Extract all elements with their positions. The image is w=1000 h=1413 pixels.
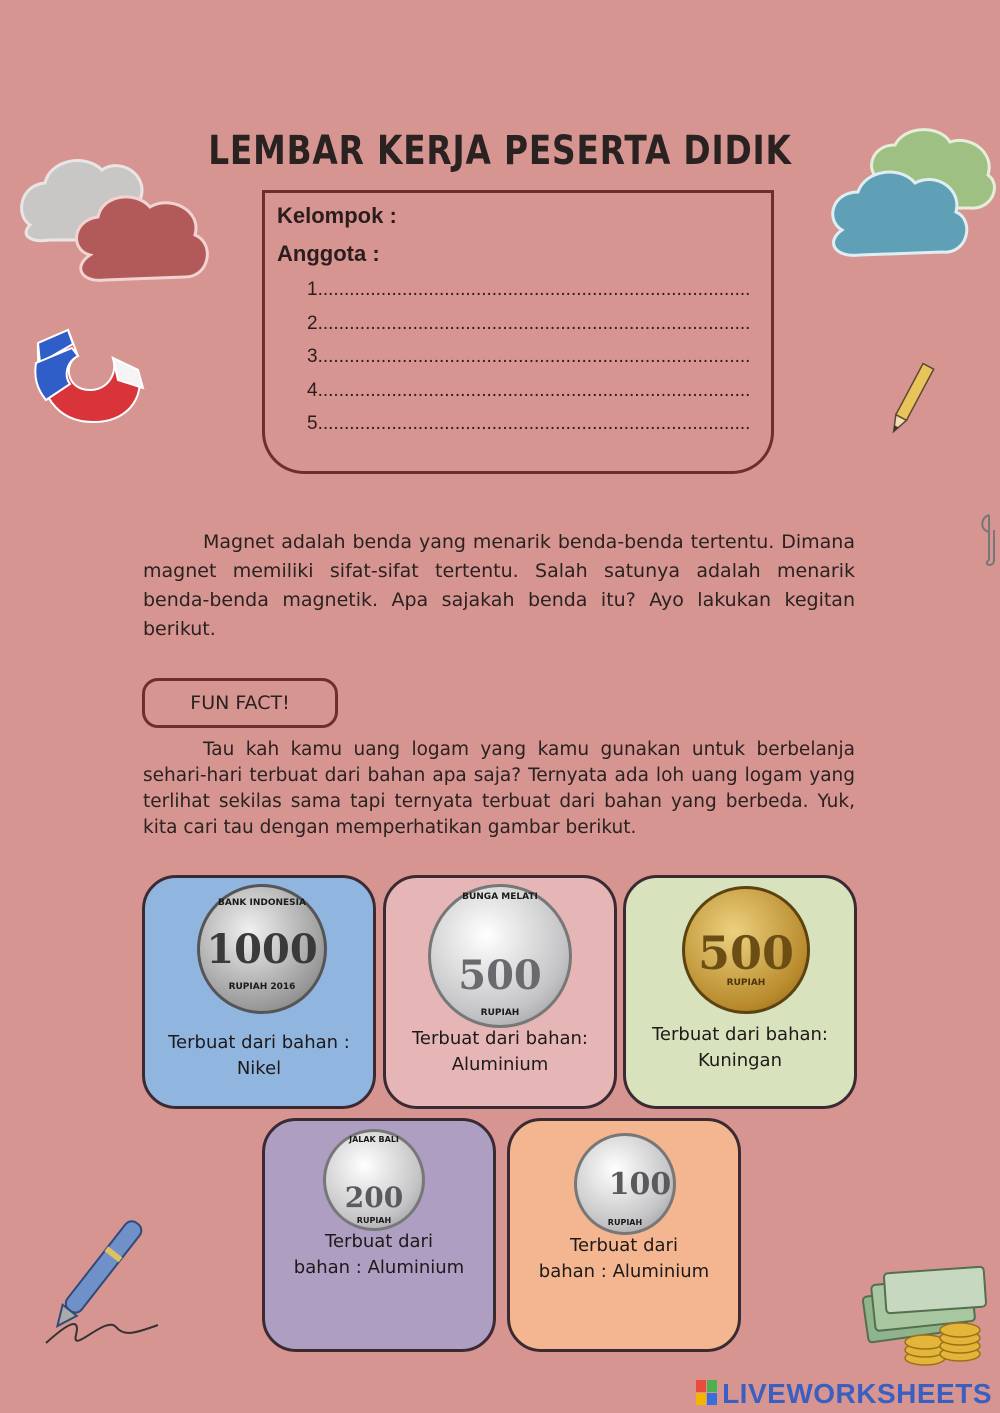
magnet-icon (28, 318, 148, 433)
coin-200-icon: JALAK BALI 200 RUPIAH (323, 1129, 425, 1231)
liveworksheets-logo-icon (696, 1380, 718, 1406)
liveworksheets-watermark[interactable] (696, 1378, 992, 1410)
safety-pin-icon (978, 510, 1000, 570)
watermark-text: LIVEWORKSHEETS (722, 1378, 992, 1409)
member-row-1[interactable]: 1. ................................................................................. (307, 279, 751, 300)
intro-paragraph: Magnet adalah benda yang menarik benda-benda tertentu. Dimana magnet memiliki sifat-sifat tertentu. Salah satunya adalah menarik benda-benda magnetik. Apa sajakah benda itu? Ayo lakukan kegitan berikut. (143, 531, 855, 640)
coin-1000-icon: BANK INDONESIA 1000 RUPIAH 2016 (197, 884, 327, 1014)
coin-caption: Terbuat dari bahan : Aluminium (293, 1231, 465, 1278)
coin-caption: Terbuat dari bahan : Nikel (168, 1032, 350, 1079)
coin-caption: Terbuat dari bahan: Kuningan (651, 1024, 828, 1071)
money-icon (855, 1262, 995, 1374)
fun-fact-paragraph: Tau kah kamu uang logam yang kamu gunakan untuk berbelanja sehari-hari terbuat dari bahan apa saja? Ternyata ada loh uang logam yang terlihat sekilas sama tapi ternyata terbuat dari bahan yang berbeda. Yuk, kita cari tau dengan memperhatikan gambar berikut. (143, 739, 855, 838)
member-row-2[interactable]: 2. ................................................................................. (307, 312, 751, 334)
coin-caption: Terbuat dari bahan: Aluminium (411, 1028, 588, 1075)
coin-500-kuningan-icon: 500 RUPIAH (682, 886, 810, 1014)
member-row-4[interactable]: 4. ................................................................................. (307, 379, 751, 401)
coin-card-1000-nikel (142, 875, 376, 1109)
coin-card-200-aluminium (262, 1118, 496, 1352)
coin-card-100-aluminium (507, 1118, 741, 1352)
coin-card-500-aluminium (383, 875, 617, 1109)
anggota-label: Anggota : (277, 241, 380, 266)
member-row-5[interactable]: 5. ................................................................................. (307, 413, 751, 434)
member-row-3[interactable]: 3. ................................................................................. (307, 346, 751, 367)
coin-100-icon: 100 RUPIAH (574, 1133, 676, 1235)
coin-card-500-kuningan (623, 875, 857, 1109)
kelompok-label: Kelompok : (277, 203, 397, 228)
pencil-icon (886, 358, 936, 440)
member-list (307, 279, 751, 447)
page-title: LEMBAR KERJA PESERTA DIDIK (208, 128, 792, 174)
coin-500-aluminium-icon: BUNGA MELATI 500 RUPIAH (428, 884, 572, 1028)
pen-icon (36, 1215, 166, 1355)
fun-fact-label: FUN FACT! (142, 678, 338, 728)
group-box (262, 190, 774, 474)
coin-caption: Terbuat dari bahan : Aluminium (538, 1235, 710, 1282)
